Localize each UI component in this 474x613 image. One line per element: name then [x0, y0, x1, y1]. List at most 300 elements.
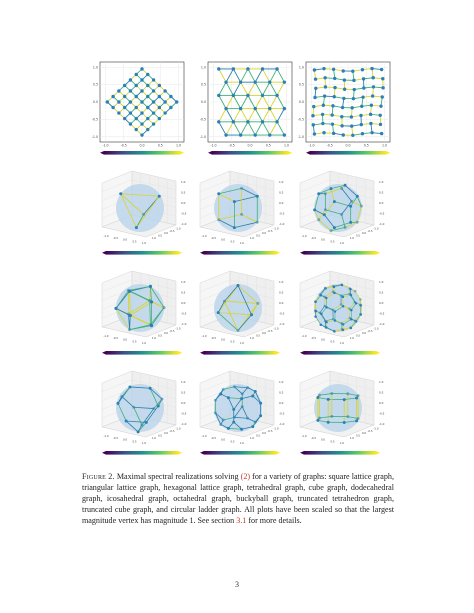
graph-vertex — [349, 288, 352, 291]
x-tick-label: 1.0 — [141, 442, 147, 446]
z-tick-label: 1.0 — [181, 380, 186, 384]
y-tick-label: -0.5 — [267, 329, 273, 333]
panel-circular-ladder — [290, 365, 390, 465]
z-tick-label: 0.0 — [181, 301, 186, 305]
x-tick-label: -1.0 — [301, 435, 307, 438]
graph-vertex — [319, 293, 322, 296]
y-tick-label: -0.5 — [297, 117, 304, 122]
graph-vertex — [254, 421, 257, 424]
graph-vertex — [325, 306, 328, 309]
y-tick-label: 0.5 — [255, 334, 261, 338]
graph-vertex — [129, 89, 132, 92]
graph-vertex — [361, 95, 364, 98]
graph-vertex — [343, 78, 346, 81]
graph-vertex — [240, 397, 243, 400]
y-tick-label: -1.0 — [199, 134, 206, 139]
graph-vertex — [135, 128, 138, 131]
graph-vertex — [135, 95, 138, 98]
y-tick-label: 0.0 — [261, 432, 267, 436]
tetrahedral-plot — [92, 165, 192, 265]
graph-vertex — [322, 104, 325, 107]
x-tick-label: 0.0 — [122, 438, 128, 442]
graph-vertex — [117, 89, 120, 92]
graph-vertex — [161, 398, 164, 401]
graph-vertex — [320, 323, 323, 326]
graph-vertex — [332, 285, 335, 288]
graph-vertex — [342, 329, 345, 332]
graph-vertex — [314, 309, 317, 312]
z-tick-label: -0.5 — [181, 411, 187, 416]
unit-sphere — [116, 184, 164, 232]
figure-label: Figure 2. — [82, 472, 115, 481]
graph-vertex — [217, 120, 220, 123]
graph-vertex — [152, 111, 155, 114]
section-ref-link[interactable]: 3.1 — [236, 515, 247, 525]
graph-vertex — [152, 89, 155, 92]
x-tick-label: -1.0 — [308, 143, 315, 148]
x-tick-label: 0.5 — [363, 143, 369, 148]
graph-vertex — [313, 96, 316, 99]
z-tick-label: 0.5 — [279, 290, 284, 295]
graph-vertex — [246, 417, 249, 420]
graph-vertex — [254, 133, 257, 136]
graph-vertex — [222, 388, 225, 391]
graph-vertex — [232, 408, 235, 411]
y-tick-label: -1.0 — [175, 227, 181, 231]
graph-vertex — [129, 100, 132, 103]
graph-vertex — [217, 218, 220, 221]
y-tick-label: -1.0 — [273, 427, 279, 431]
z-tick-label: 0.0 — [379, 301, 384, 305]
graph-vertex — [359, 313, 362, 316]
graph-vertex — [329, 187, 332, 190]
graph-vertex — [256, 221, 259, 224]
graph-vertex — [120, 395, 123, 398]
x-tick-label: 0.0 — [320, 238, 326, 242]
graph-vertex — [140, 78, 143, 81]
graph-vertex — [140, 100, 143, 103]
z-tick-label: -0.5 — [379, 311, 385, 316]
y-tick-label: 1.0 — [151, 437, 157, 440]
x-tick-label: 1.0 — [381, 143, 388, 148]
y-tick-label: 0.0 — [163, 332, 169, 336]
z-tick-label: 0.5 — [181, 290, 186, 295]
graph-vertex — [223, 300, 226, 303]
graph-vertex — [318, 416, 321, 419]
graph-vertex — [344, 184, 347, 187]
graph-vertex — [350, 200, 353, 203]
x-tick-label: 1.0 — [141, 242, 147, 246]
y-tick-label: -1.0 — [273, 227, 279, 231]
colorbar-arrow-right — [376, 351, 380, 355]
graph-vertex — [232, 421, 235, 424]
graph-vertex — [111, 106, 114, 109]
graph-vertex — [224, 107, 227, 110]
graph-vertex — [327, 421, 330, 424]
colorbar-arrow-left — [200, 451, 204, 455]
z-tick-label: 0.0 — [279, 401, 284, 405]
y-tick-label: -0.5 — [267, 429, 273, 433]
equation-ref-link[interactable]: (2) — [240, 472, 251, 481]
graph-vertex — [169, 106, 172, 109]
graph-vertex — [145, 421, 148, 424]
colorbar-arrow-left — [102, 451, 106, 455]
graph-vertex — [314, 87, 317, 90]
graph-vertex — [162, 306, 165, 309]
graph-vertex — [349, 221, 352, 224]
y-tick-label: 1.0 — [298, 65, 304, 70]
graph-vertex — [355, 397, 358, 400]
graph-vertex — [219, 423, 222, 426]
graph-vertex — [348, 317, 351, 320]
graph-vertex — [341, 106, 344, 109]
y-tick-label: -1.0 — [91, 134, 98, 139]
graph-vertex — [317, 192, 320, 195]
graph-vertex — [233, 416, 236, 419]
graph-vertex — [324, 326, 327, 329]
graph-vertex — [362, 86, 365, 89]
graph-vertex — [330, 415, 333, 418]
graph-vertex — [175, 100, 178, 103]
y-tick-label: 0.0 — [361, 232, 367, 236]
colorbar — [310, 151, 386, 155]
graph-vertex — [214, 411, 217, 414]
y-tick-label: 1.0 — [92, 65, 98, 70]
graph-vertex — [232, 94, 235, 97]
y-tick-label: -0.5 — [169, 429, 175, 433]
y-tick-label: -1.0 — [373, 427, 379, 431]
x-tick-label: 0.0 — [220, 438, 226, 442]
graph-vertex — [158, 117, 161, 120]
graph-vertex — [321, 113, 324, 116]
graph-vertex — [240, 213, 243, 216]
graph-vertex — [150, 300, 153, 303]
graph-vertex — [355, 302, 358, 305]
graph-vertex — [324, 85, 327, 88]
graph-vertex — [330, 113, 333, 116]
y-tick-label: -1.0 — [273, 327, 279, 331]
colorbar — [104, 151, 180, 155]
graph-vertex — [342, 133, 345, 136]
graph-vertex — [137, 430, 140, 433]
graph-vertex — [314, 315, 317, 318]
colorbar-arrow-right — [178, 451, 182, 455]
graph-vertex — [361, 132, 364, 135]
x-tick-label: 0.5 — [330, 440, 335, 444]
x-tick-label: 1.0 — [239, 242, 245, 246]
triangular-lattice-plot — [196, 58, 300, 160]
graph-vertex — [317, 218, 320, 221]
graph-vertex — [251, 395, 254, 398]
y-tick-label: 0.5 — [255, 234, 261, 238]
unit-sphere — [116, 284, 164, 332]
graph-vertex — [372, 85, 375, 88]
graph-vertex — [125, 420, 128, 423]
graph-vertex — [380, 68, 383, 71]
x-tick-label: -1.0 — [301, 335, 307, 338]
graph-vertex — [353, 88, 356, 91]
colorbar-arrow-left — [102, 251, 106, 255]
graph-vertex — [140, 89, 143, 92]
graph-vertex — [233, 226, 236, 229]
y-tick-label: 0.0 — [261, 232, 267, 236]
graph-vertex — [233, 385, 236, 388]
graph-vertex — [343, 88, 346, 91]
y-tick-label: 0.0 — [261, 332, 267, 336]
graph-vertex — [329, 229, 332, 232]
z-tick-label: 1.0 — [379, 180, 384, 184]
graph-vertex — [227, 396, 230, 399]
graph-vertex — [381, 77, 384, 80]
graph-vertex — [324, 192, 327, 195]
x-tick-label: -0.5 — [228, 143, 235, 148]
graph-vertex — [311, 114, 314, 117]
colorbar — [204, 351, 276, 355]
colorbar-arrow-left — [200, 351, 204, 355]
graph-vertex — [217, 311, 220, 314]
x-tick-label: 1.0 — [239, 442, 245, 446]
graph-vertex — [359, 114, 362, 117]
graph-vertex — [129, 122, 132, 125]
graph-vertex — [330, 392, 333, 395]
panel-triangular-lattice — [196, 58, 300, 160]
y-tick-label: -0.5 — [199, 117, 206, 122]
graph-vertex — [369, 113, 372, 116]
graph-vertex — [340, 124, 343, 127]
colorbar-arrow-right — [376, 451, 380, 455]
y-tick-label: -0.5 — [169, 329, 175, 333]
z-tick-label: -1.0 — [379, 422, 385, 426]
figure-caption — [82, 472, 394, 527]
y-tick-label: 0.5 — [157, 234, 163, 238]
graph-vertex — [158, 106, 161, 109]
z-tick-label: 1.0 — [181, 180, 186, 184]
x-tick-label: 0.0 — [345, 143, 351, 148]
colorbar — [304, 451, 376, 455]
z-tick-label: 0.5 — [279, 390, 284, 395]
panel-truncated-cube — [190, 365, 290, 465]
y-tick-label: 1.0 — [200, 65, 206, 70]
graph-vertex — [123, 117, 126, 120]
graph-vertex — [359, 298, 362, 301]
truncated-tetrahedron-plot — [92, 365, 192, 465]
graph-vertex — [340, 115, 343, 118]
y-tick-label: 0.0 — [298, 100, 304, 105]
z-tick-label: 0.0 — [379, 201, 384, 205]
graph-vertex — [169, 95, 172, 98]
graph-vertex — [360, 105, 363, 108]
graph-vertex — [135, 106, 138, 109]
graph-vertex — [158, 195, 161, 198]
graph-vertex — [157, 404, 160, 407]
graph-vertex — [327, 398, 330, 401]
x-tick-label: 0.0 — [122, 338, 128, 342]
z-tick-label: 0.5 — [379, 390, 384, 395]
graph-vertex — [333, 330, 336, 333]
y-tick-label: 0.0 — [361, 332, 367, 336]
z-tick-label: 0.5 — [379, 290, 384, 295]
graph-vertex — [163, 89, 166, 92]
graph-vertex — [379, 104, 382, 107]
graph-vertex — [324, 287, 327, 290]
graph-vertex — [371, 94, 374, 97]
graph-vertex — [146, 95, 149, 98]
square-lattice-plot — [88, 58, 192, 160]
x-tick-label: 0.5 — [330, 240, 335, 244]
graph-vertex — [140, 133, 143, 136]
z-tick-label: 1.0 — [379, 380, 384, 384]
graph-vertex — [275, 120, 278, 123]
graph-vertex — [346, 415, 349, 418]
graph-vertex — [240, 428, 243, 431]
x-tick-label: 0.5 — [330, 340, 335, 344]
y-tick-label: -0.5 — [367, 329, 373, 333]
graph-vertex — [240, 187, 243, 190]
dodecahedral-plot — [290, 165, 390, 265]
graph-vertex — [350, 106, 353, 109]
graph-vertex — [268, 80, 271, 83]
x-tick-label: -0.5 — [310, 236, 317, 240]
x-tick-label: -1.0 — [301, 235, 307, 238]
graph-vertex — [349, 205, 352, 208]
colorbar — [106, 451, 178, 455]
graph-vertex — [321, 122, 324, 125]
x-tick-label: 0.0 — [139, 143, 145, 148]
graph-vertex — [348, 307, 351, 310]
colorbar-arrow-right — [386, 151, 390, 155]
graph-vertex — [380, 132, 383, 135]
graph-vertex — [224, 80, 227, 83]
z-tick-label: 1.0 — [279, 180, 284, 184]
graph-vertex — [152, 100, 155, 103]
graph-vertex — [283, 133, 286, 136]
graph-vertex — [323, 76, 326, 79]
x-tick-label: 1.0 — [141, 342, 147, 346]
x-tick-label: -1.0 — [103, 335, 109, 338]
z-tick-label: -1.0 — [379, 222, 385, 226]
x-tick-label: 0.5 — [230, 440, 235, 444]
z-tick-label: 0.5 — [279, 190, 284, 195]
colorbar-arrow-left — [100, 151, 104, 155]
graph-vertex — [334, 319, 337, 322]
y-tick-label: -0.5 — [367, 429, 373, 433]
graph-vertex — [140, 423, 143, 426]
graph-vertex — [362, 77, 365, 80]
colorbar-arrow-right — [276, 251, 280, 255]
x-tick-label: -1.0 — [103, 435, 109, 438]
graph-vertex — [354, 290, 357, 293]
graph-vertex — [324, 208, 327, 211]
panel-cube — [190, 165, 290, 265]
x-tick-label: 0.0 — [320, 438, 326, 442]
y-tick-label: -0.5 — [91, 117, 98, 122]
graph-vertex — [331, 122, 334, 125]
graph-vertex — [333, 77, 336, 80]
x-tick-label: -1.0 — [103, 235, 109, 238]
graph-vertex — [340, 187, 343, 190]
x-tick-label: 1.0 — [339, 342, 345, 346]
graph-vertex — [319, 312, 322, 315]
x-tick-label: -0.5 — [326, 143, 333, 148]
graph-vertex — [232, 120, 235, 123]
z-tick-label: -1.0 — [279, 422, 285, 426]
graph-vertex — [254, 80, 257, 83]
colorbar-arrow-right — [180, 151, 184, 155]
graph-vertex — [355, 419, 358, 422]
x-tick-label: 0.0 — [247, 143, 253, 148]
x-tick-label: 0.5 — [132, 340, 137, 344]
graph-vertex — [379, 123, 382, 126]
graph-vertex — [283, 107, 286, 110]
z-tick-label: -0.5 — [279, 311, 285, 316]
graph-vertex — [135, 73, 138, 76]
graph-vertex — [333, 95, 336, 98]
graph-vertex — [331, 104, 334, 107]
y-tick-label: 0.5 — [92, 82, 98, 87]
x-tick-label: -1.0 — [201, 235, 207, 238]
graph-vertex — [135, 117, 138, 120]
graph-vertex — [352, 79, 355, 82]
colorbar-arrow-right — [178, 251, 182, 255]
graph-vertex — [340, 294, 343, 297]
y-tick-label: -0.5 — [367, 229, 373, 233]
graph-vertex — [123, 106, 126, 109]
colorbar-arrow-right — [276, 351, 280, 355]
z-tick-label: -0.5 — [279, 211, 285, 216]
graph-vertex — [259, 402, 262, 405]
y-tick-label: -1.0 — [373, 227, 379, 231]
graph-vertex — [152, 122, 155, 125]
graph-vertex — [142, 213, 145, 216]
y-tick-label: 0.5 — [157, 334, 163, 338]
x-tick-label: -1.0 — [201, 435, 207, 438]
graph-vertex — [261, 67, 264, 70]
graph-vertex — [246, 94, 249, 97]
graph-vertex — [370, 67, 373, 70]
z-tick-label: 0.5 — [379, 190, 384, 195]
graph-vertex — [239, 107, 242, 110]
x-tick-label: 1.0 — [239, 342, 245, 346]
colorbar-arrow-left — [306, 151, 310, 155]
x-tick-label: -0.5 — [112, 236, 119, 240]
buckyball-plot — [290, 265, 390, 365]
y-tick-label: 0.0 — [92, 100, 98, 105]
graph-vertex — [313, 132, 316, 135]
colorbar-arrow-left — [300, 451, 304, 455]
z-tick-label: 0.0 — [181, 201, 186, 205]
x-tick-label: 0.5 — [132, 240, 137, 244]
graph-vertex — [348, 293, 351, 296]
z-tick-label: 0.0 — [279, 301, 284, 305]
y-tick-label: -1.0 — [373, 327, 379, 331]
graph-vertex — [233, 200, 236, 203]
x-tick-label: 0.0 — [320, 338, 326, 342]
graph-vertex — [237, 284, 240, 287]
colorbar-arrow-left — [102, 351, 106, 355]
z-tick-label: -1.0 — [181, 222, 187, 226]
graph-vertex — [149, 323, 152, 326]
graph-vertex — [232, 67, 235, 70]
graph-vertex — [351, 70, 354, 73]
graph-vertex — [344, 226, 347, 229]
hexagonal-lattice-plot — [294, 58, 398, 160]
graph-vertex — [241, 405, 244, 408]
graph-vertex — [261, 120, 264, 123]
graph-vertex — [343, 398, 346, 401]
y-tick-label: -1.0 — [297, 134, 304, 139]
graph-vertex — [256, 302, 259, 305]
graph-vertex — [360, 304, 363, 307]
